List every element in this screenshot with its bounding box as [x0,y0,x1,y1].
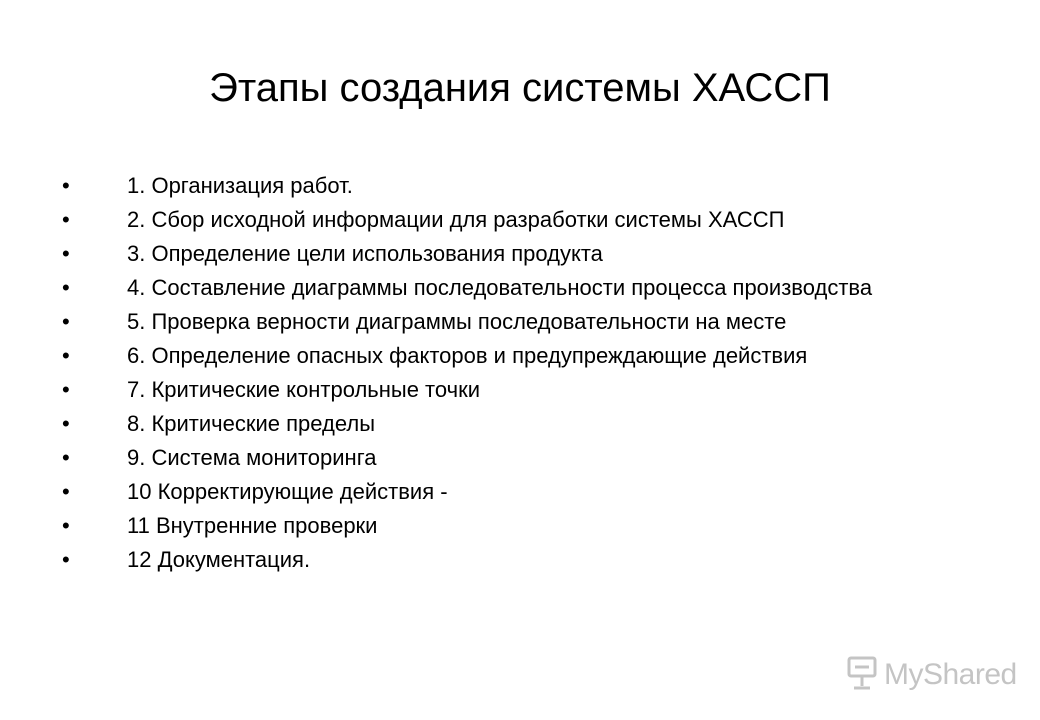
list-item [0,476,1040,510]
bullet: • [62,513,70,538]
list-item-text: 1. Организация работ. [127,173,353,198]
list-item-text: 4. Составление диаграммы последовательности процесса производства [127,275,873,300]
bullet: • [62,207,70,232]
list-item-text: 10 Корректирующие действия - [127,479,448,504]
list-item [0,374,1040,408]
bullet: • [62,173,70,198]
list-item [0,272,1040,306]
list-item [0,340,1040,374]
bullet: • [62,309,70,334]
bullet: • [62,241,70,266]
watermark-text: MyShared [884,657,1017,691]
bullet: • [62,343,70,368]
watermark-logo [846,654,1017,695]
list-item [0,204,1040,238]
list-item [0,306,1040,340]
list-item-text: 7. Критические контрольные точки [127,377,481,402]
list-item-text: 6. Определение опасных факторов и предупреждающие действия [127,343,808,368]
bullet: • [62,275,70,300]
list-item-text: 12 Документация. [127,547,311,572]
list-item-text: 5. Проверка верности диаграммы последовательности на месте [127,309,787,334]
list-item [0,238,1040,272]
list-item [0,510,1040,544]
list-item [0,170,1040,204]
bullet: • [62,547,70,572]
stages-list [0,170,1040,578]
list-item [0,442,1040,476]
bullet: • [62,479,70,504]
bullet: • [62,411,70,436]
bullet: • [62,377,70,402]
list-item-text: 3. Определение цели использования продукта [127,241,603,266]
list-item-text: 9. Система мониторинга [127,445,377,470]
list-item [0,408,1040,442]
list-item-text: 11 Внутренние проверки [127,513,378,538]
bullet: • [62,445,70,470]
slide-title: Этапы создания системы ХАССП [209,66,831,110]
list-item [0,544,1040,578]
presentation-board-icon [846,654,878,695]
list-item-text: 8. Критические пределы [127,411,376,436]
list-item-text: 2. Сбор исходной информации для разработки системы ХАССП [127,207,785,232]
